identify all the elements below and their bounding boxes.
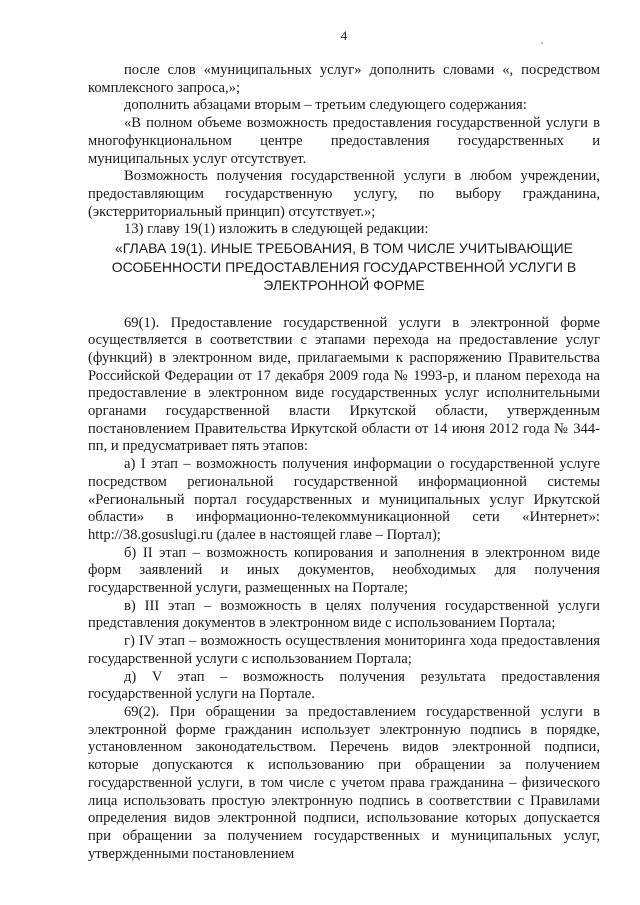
paragraph-4: Возможность получения государственной услуги в любом учреждении, предоставляющим государственную услугу, по выбору гражданина, (экстерриториальный принцип) отсутствует.»;	[88, 168, 600, 220]
body-paragraph-stage-2: б) II этап – возможность копирования и заполнения в электронном виде форм заявлений и иных документов, необходимых для получения государственной услуги, размещенных на Портале;	[88, 544, 600, 597]
paragraph-5: 13) главу 19(1) изложить в следующей редакции:	[124, 221, 429, 238]
body-paragraph-stage-4: г) IV этап – возможность осуществления мониторинга хода предоставления государственной услуги с использованием Портала;	[88, 633, 600, 667]
body-paragraph-stage-3: в) III этап – возможность в целях получения государственной услуги представления документов в электронном виде с использованием Портала;	[88, 597, 600, 632]
page-number: 4	[340, 28, 348, 43]
body-paragraph-69-1: 69(1). Предоставление государственной услуги в электронной форме осуществляется в соответствии с этапами перехода на предоставление услуг (функций) в электронном виде, прилагаемыми к распоряжению Правительства Российской Федерации от 17 декабря 2009 года № 1993-р, и планом перехода на предоставление в электронном виде государственных услуг исполнительными органами государственной власти Иркутской области, утвержденным постановлением Правительства Иркутской области от 14 июня 2012 года № 344-пп, и предусматривает пять этапов:	[88, 314, 600, 455]
body-paragraph-stage-1: а) I этап – возможность получения информации о государственной услуге посредством региональной государственной информационной системы «Региональный портал государственных и муниципальных услуг Иркутской области» в информационно-телекоммуникационной сети «Интернет»: http://38.gosuslugi.ru (далее в настоящей главе – Портал);	[88, 456, 600, 543]
body-paragraph-stage-5: д) V этап – возможность получения результата предоставления государственной услуги на Портале.	[88, 668, 600, 703]
paragraph-1: после слов «муниципальных услуг» дополнить словами «, посредством комплексного запроса,»;	[88, 62, 600, 96]
paragraph-2: дополнить абзацами вторым – третьим следующего содержания:	[124, 97, 527, 114]
body-paragraph-69-2: 69(2). При обращении за предоставлением государственной услуги в электронной форме гражданин использует электронную подпись в порядке, установленном законодательством. Перечень видов электронной подписи, которые допускаются к использованию при обращении за получением государственной услуги, в том числе с учетом права гражданина – физического лица использовать простую электронную подпись в соответствии с Правилами определения видов электронной подписи, использование которых допускается при обращении за получением государственных и муниципальных услуг, утвержденными постановлением	[88, 704, 600, 862]
paragraph-3: «В полном объеме возможность предоставления государственной услуги в многофункциональном центре предоставления государственных и муниципальных услуг отсутствует.	[88, 115, 600, 167]
chapter-heading: «ГЛАВА 19(1). ИНЫЕ ТРЕБОВАНИЯ, В ТОМ ЧИСЛЕ УЧИТЫВАЮЩИЕ ОСОБЕННОСТИ ПРЕДОСТАВЛЕНИЯ ГОСУДАРСТВЕННОЙ УСЛУГИ В ЭЛЕКТРОННОЙ ФОРМЕ	[111, 240, 577, 294]
document-page	[88, 28, 600, 863]
